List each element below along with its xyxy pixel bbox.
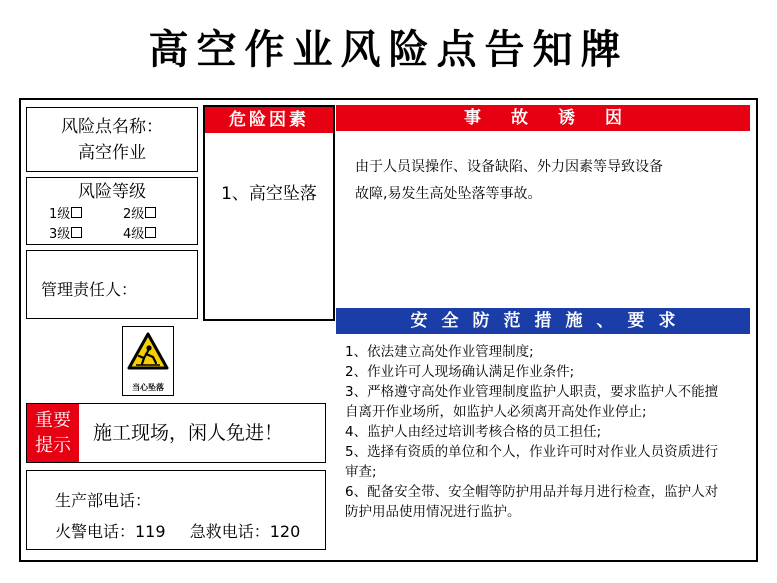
hazard-item: 1、高空坠落	[221, 184, 317, 204]
cause-line: 由于人员误操作、设备缺陷、外力因素等导致设备	[355, 159, 663, 175]
measure-item: 1、依法建立高处作业管理制度;	[345, 344, 534, 360]
risk-level-option[interactable]	[123, 223, 156, 242]
hazard-panel	[203, 105, 335, 321]
risk-name-panel	[26, 107, 198, 172]
warning-sign-label: 当心坠落	[132, 383, 164, 392]
risk-level-option-label: 3级	[49, 227, 71, 242]
measures-list	[345, 342, 731, 522]
measure-item: 5、选择有资质的单位和个人，作业许可时对作业人员资质进行审查;	[345, 444, 719, 480]
risk-level-option[interactable]	[123, 203, 156, 222]
cause-line: 故障,易发生高处坠落等事故。	[355, 186, 542, 202]
notice-text: 施工现场，闲人免进！	[93, 422, 284, 444]
checkbox[interactable]	[145, 207, 156, 218]
measure-item: 3、严格遵守高处作业管理制度监护人职责，要求监护人不能擅自离开作业场所，如监护人必须离开高处作业停止;	[345, 384, 719, 420]
caution-fall-icon	[127, 332, 169, 370]
measure-item: 4、监护人由经过培训考核合格的员工担任;	[345, 424, 602, 440]
measure-item: 6、配备安全带、安全帽等防护用品并每月进行检查，监护人对防护用品使用情况进行监护。	[345, 484, 719, 520]
fire-phone: 火警电话：119	[55, 522, 166, 541]
checkbox[interactable]	[145, 227, 156, 238]
notice-tag-line: 重要	[35, 410, 71, 431]
cause-text	[355, 154, 685, 208]
measure-item: 2、作业许可人现场确认满足作业条件;	[345, 364, 575, 380]
notice-panel	[26, 403, 326, 463]
hazard-header: 危险因素	[205, 107, 333, 133]
warning-sign	[122, 326, 174, 396]
risk-name-value: 高空作业	[78, 143, 146, 163]
cause-header: 事故诱因	[336, 105, 750, 131]
risk-level-panel	[26, 177, 198, 245]
page-title: 高空作业风险点告知牌	[148, 27, 629, 73]
risk-name-label: 风险点名称：	[61, 117, 163, 137]
emergency-phone: 急救电话：120	[189, 522, 301, 541]
checkbox[interactable]	[71, 207, 82, 218]
production-phone-label: 生产部电话：	[55, 491, 152, 510]
checkbox[interactable]	[71, 227, 82, 238]
contact-panel	[26, 470, 326, 550]
risk-level-option-label: 4级	[123, 227, 145, 242]
risk-level-option-label: 1级	[49, 207, 71, 222]
risk-level-option[interactable]	[49, 223, 82, 242]
emergency-phones	[55, 516, 325, 547]
risk-level-label: 风险等级	[78, 182, 146, 202]
risk-level-option[interactable]	[49, 203, 82, 222]
measures-header: 安全防范措施、要求	[336, 308, 750, 334]
risk-level-option-label: 2级	[123, 207, 145, 222]
manager-panel	[26, 250, 198, 319]
notice-tag-line: 提示	[35, 435, 71, 456]
notice-tag	[27, 404, 79, 462]
manager-label: 管理责任人：	[41, 280, 138, 299]
